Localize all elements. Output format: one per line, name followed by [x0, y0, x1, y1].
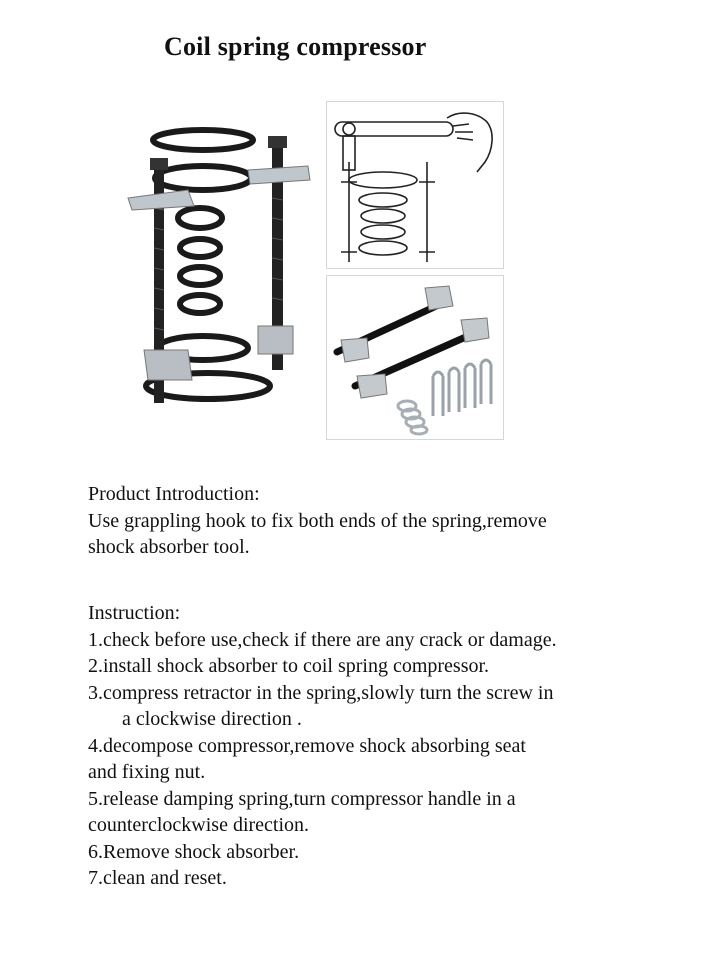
- instruction-line-6: and fixing nut.: [88, 761, 206, 783]
- hand-ratchet-icon: [327, 102, 503, 268]
- instruction-line-7: 5.release damping spring,turn compressor handle in a: [88, 787, 516, 810]
- instruction-heading: Instruction:: [88, 602, 181, 624]
- instruction-line-4: a clockwise direction .: [122, 708, 302, 730]
- page-title: Coil spring compressor: [164, 32, 427, 61]
- compressor-kit-icon: [327, 276, 503, 439]
- main-product-image: [108, 118, 328, 418]
- kit-contents-image: [326, 275, 504, 440]
- usage-diagram-image: [326, 101, 504, 269]
- instruction-line-10: 7.clean and reset.: [88, 867, 227, 889]
- product-introduction: [88, 481, 547, 561]
- intro-heading: Product Introduction:: [88, 483, 260, 505]
- instruction-section: [88, 600, 557, 892]
- intro-line-1: Use grappling hook to fix both ends of the spring,remove: [88, 509, 547, 532]
- coil-spring-compressor-icon: [108, 118, 328, 418]
- instruction-line-2: 2.install shock absorber to coil spring compressor.: [88, 655, 490, 677]
- instruction-line-8: counterclockwise direction.: [88, 814, 310, 836]
- intro-line-2: shock absorber tool.: [88, 536, 250, 558]
- instruction-line-9: 6.Remove shock absorber.: [88, 840, 300, 863]
- instruction-line-5: 4.decompose compressor,remove shock absorbing seat: [88, 734, 526, 757]
- instruction-line-3: 3.compress retractor in the spring,slowly turn the screw in: [88, 681, 554, 704]
- instruction-line-1: 1.check before use,check if there are any crack or damage.: [88, 628, 557, 651]
